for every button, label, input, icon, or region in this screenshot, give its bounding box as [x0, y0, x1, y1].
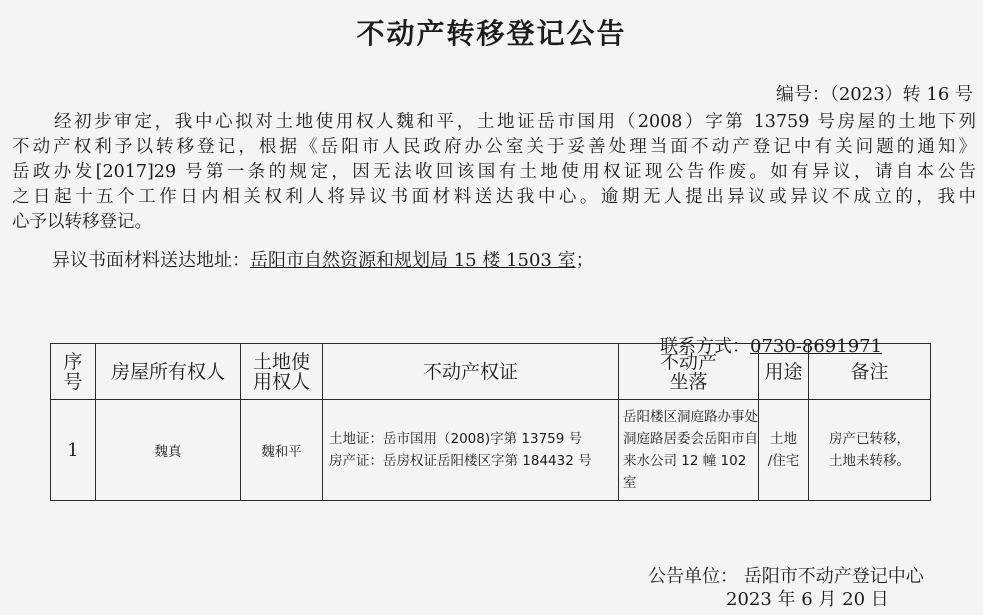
header-land-user: 土地使 用权人	[241, 344, 323, 400]
body-line: 经初步审定，我中心拟对土地使用权人魏和平，土地证岳市国用（2008）字第 13759 号房屋的土地下列	[54, 112, 976, 132]
objection-address-label: 异议书面材料送达地址：	[52, 250, 250, 271]
contact-phone: 0730-8691971	[750, 336, 883, 357]
body-line: 心予以转移登记。	[12, 212, 152, 232]
header-cert: 不动产权证	[323, 344, 619, 400]
body-line: 不动产权利予以转移登记，根据《岳阳市人民政府办公室关于妥善处理当面不动产登记中有关问题的通知》	[12, 137, 976, 157]
issue-date: 2023 年 6 月 20 日	[726, 589, 889, 610]
header-location: 不动产 坐落	[619, 344, 759, 400]
page-title: 不动产转移登记公告	[356, 17, 627, 50]
document-number: 编号：（2023）转 16 号	[775, 84, 973, 105]
objection-address	[52, 246, 594, 272]
header-note: 备注	[809, 344, 931, 400]
body-line: 岳政办发[2017]29 号第一条的规定，因无法收回该国有土地使用权证现公告作废。如有异议，请自本公告	[12, 162, 976, 182]
cell-land-user: 魏和平	[241, 400, 323, 501]
registration-table	[50, 343, 931, 501]
objection-address-suffix: ；	[575, 250, 594, 271]
contact-label: 联系方式：	[660, 336, 750, 357]
header-seq: 序 号	[51, 344, 96, 400]
cell-location: 岳阳楼区洞庭路办事处洞庭路居委会岳阳市自来水公司 12 幢 102 室	[619, 400, 759, 501]
header-use: 用途	[759, 344, 809, 400]
header-owner: 房屋所有权人	[96, 344, 241, 400]
cell-owner: 魏真	[96, 400, 241, 501]
cell-use: 土地 /住宅	[759, 400, 809, 501]
table-header-row	[51, 344, 931, 400]
body-line: 之日起十五个工作日内相关权利人将异议书面材料送达我中心。逾期无人提出异议或异议不成立的，我中	[12, 187, 976, 207]
issuer: 公告单位： 岳阳市不动产登记中心	[648, 566, 924, 587]
cell-seq: 1	[51, 400, 96, 501]
cell-note: 房产已转移， 土地未转移。	[809, 400, 931, 501]
objection-address-value: 岳阳市自然资源和规划局 15 楼 1503 室	[250, 250, 576, 271]
cell-cert: 土地证：岳市国用（2008)字第 13759 号 房产证：岳房权证岳阳楼区字第 184432 号	[323, 400, 619, 501]
announcement-body	[12, 110, 976, 235]
table-row	[51, 400, 931, 501]
